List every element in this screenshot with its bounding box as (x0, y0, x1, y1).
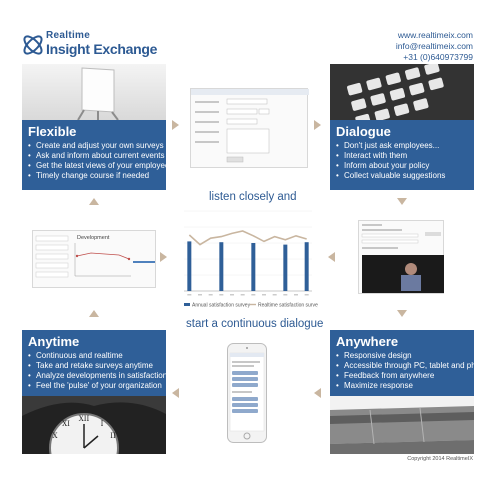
tick-label (283, 294, 287, 296)
bar (187, 241, 191, 291)
legend-swatch-annual (184, 303, 190, 306)
anytime-panel (22, 330, 166, 396)
copyright-text: Copyright 2014 RealtimeIX (407, 456, 473, 462)
logo-top-text: Realtime (46, 30, 91, 41)
arrow-right-icon (160, 252, 167, 262)
phone-icon (330, 64, 474, 120)
development-thumbnail (32, 230, 156, 288)
survey-form-thumbnail (190, 88, 308, 168)
bar (251, 243, 255, 291)
tick-label (294, 294, 298, 296)
bar (219, 242, 223, 291)
list-item: • Collect valuable suggestions (336, 171, 468, 181)
tick-label (198, 294, 202, 296)
logo-main-text: Insight Exchange (46, 41, 158, 57)
arrow-up-icon (89, 310, 99, 317)
phone-photo (330, 64, 474, 120)
anywhere-title: Anywhere (336, 334, 399, 349)
smartphone-icon (227, 343, 267, 443)
bar (305, 242, 309, 291)
arrow-left-icon (328, 252, 335, 262)
list-item: • Maximize response (336, 381, 468, 391)
list-item: • Responsive design (336, 351, 468, 361)
svg-text:XII: XII (78, 415, 90, 423)
train-photo (330, 396, 474, 454)
dialogue-title: Dialogue (336, 124, 391, 139)
arrow-left-icon (172, 388, 179, 398)
email-link[interactable]: info@realtimeix.com (395, 41, 473, 51)
bar (283, 245, 287, 291)
list-item: • Inform about your policy (336, 161, 468, 171)
arrow-right-icon (172, 120, 179, 130)
dialogue-list (330, 141, 474, 181)
website-link[interactable]: www.realtimeix.com (397, 30, 473, 40)
list-item: • Feel the 'pulse' of your organization (28, 381, 160, 391)
legend-label-annual: Annual satisfaction survey (192, 302, 251, 309)
flexible-panel (22, 120, 174, 190)
train-icon (330, 396, 474, 454)
clock-icon (22, 396, 166, 454)
development-title: Development (77, 235, 110, 241)
clock-photo (22, 396, 166, 454)
list-item: • Accessible through PC, tablet and phone (336, 361, 468, 371)
tick-label (305, 294, 309, 296)
list-item: • Ask and inform about current events (28, 151, 160, 161)
list-item: • Interact with them (336, 151, 468, 161)
tick-label (251, 294, 255, 296)
dialogue-panel (330, 120, 474, 190)
list-item: • Don't just ask employees... (336, 141, 468, 151)
svg-text:II: II (110, 432, 116, 440)
tagline-bottom: start a continuous dialogue (186, 318, 324, 330)
logo (20, 30, 158, 64)
list-item: • Get the latest views of your employees (28, 161, 160, 171)
smartphone-mockup (227, 343, 267, 443)
tick-label (219, 294, 223, 296)
arrow-left-icon (314, 388, 321, 398)
svg-text:X: X (52, 432, 58, 440)
svg-text:XI: XI (62, 420, 70, 428)
anytime-title: Anytime (28, 334, 80, 349)
flexible-list (22, 141, 174, 181)
arrow-right-icon (314, 120, 321, 130)
arrow-down-icon (397, 198, 407, 205)
list-item: • Take and retake surveys anytime (28, 361, 160, 371)
flexible-title: Flexible (28, 124, 77, 139)
logo-mark-icon (20, 32, 46, 58)
anywhere-list (330, 351, 489, 391)
list-item: • Timely change course if needed (28, 171, 160, 181)
contact-info (396, 30, 473, 63)
arrow-down-icon (397, 310, 407, 317)
tick-label (262, 294, 266, 296)
series-line (189, 231, 306, 245)
anywhere-panel (330, 330, 489, 396)
list-item: • Create and adjust your own surveys (28, 141, 160, 151)
tick-label (209, 294, 213, 296)
list-item: • Feedback from anywhere (336, 371, 468, 381)
phone-number: +31 (0)640973799 (403, 52, 473, 62)
legend-label-realtime: Realtime satisfaction survey (258, 302, 318, 309)
anytime-list (22, 351, 166, 391)
tick-label (187, 294, 191, 296)
video-thumbnail (358, 220, 444, 294)
list-item: • Analyze developments in satisfaction (28, 371, 160, 381)
tick-label (273, 294, 277, 296)
easel-photo (22, 64, 166, 120)
satisfaction-chart (176, 207, 318, 315)
chart-svg (176, 207, 318, 315)
easel-icon (22, 64, 166, 120)
list-item: • Continuous and realtime (28, 351, 160, 361)
tick-label (230, 294, 234, 296)
tagline-top: listen closely and (209, 191, 297, 203)
tick-label (241, 294, 245, 296)
svg-text:I: I (100, 420, 104, 428)
arrow-up-icon (89, 198, 99, 205)
